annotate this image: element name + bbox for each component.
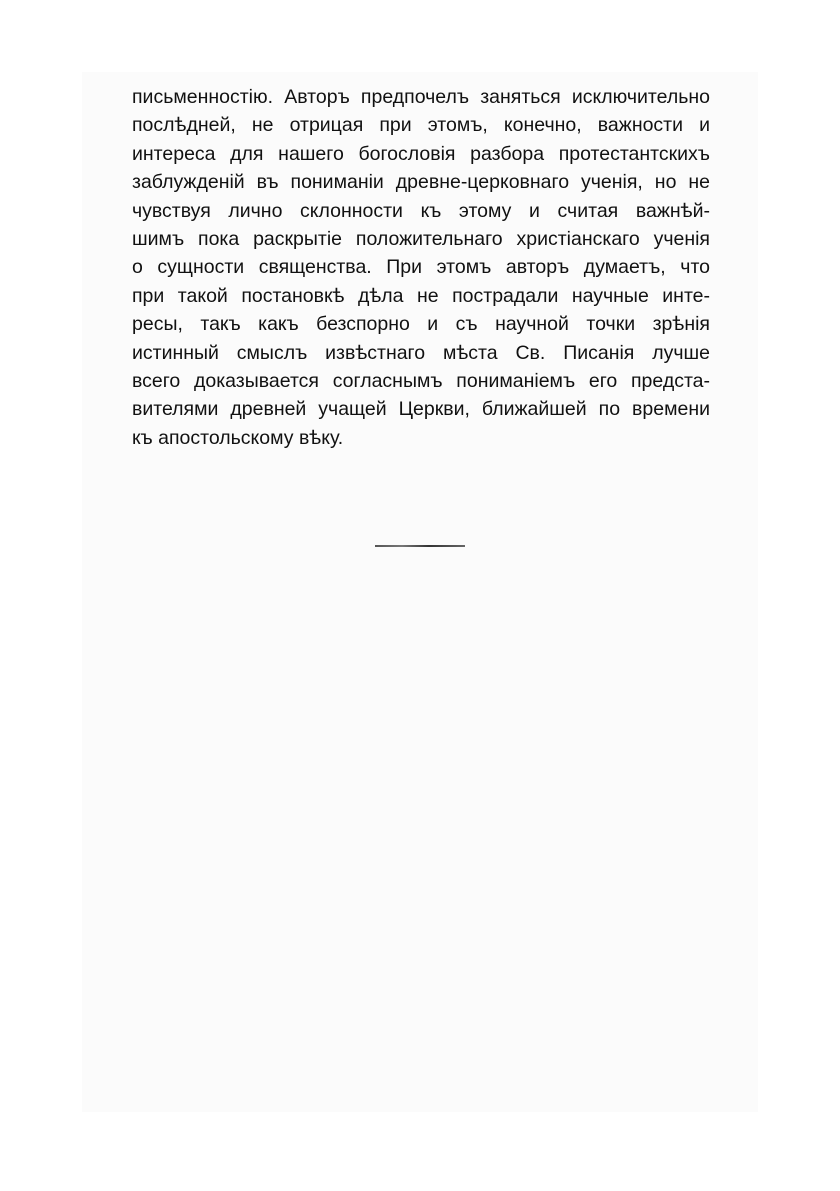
text-line-5: чувствуя лично склонности къ этому и считая важнѣй-	[132, 199, 710, 222]
body-paragraph	[132, 83, 710, 452]
text-line-3: интереса для нашего богословія разбора протестантскихъ	[132, 142, 710, 165]
text-line-11: всего доказывается согласнымъ пониманіемъ его предста-	[132, 369, 710, 392]
text-line-7: о сущности священства. При этомъ авторъ думаетъ, что	[132, 256, 710, 279]
text-line-6: шимъ пока раскрытіе положительнаго христіанскаго ученія	[132, 227, 710, 250]
text-line-2: послѣдней, не отрицая при этомъ, конечно, важности и	[132, 114, 710, 137]
text-line-8: при такой постановкѣ дѣла не пострадали научные инте-	[132, 284, 710, 307]
text-line-12: вителями древней учащей Церкви, ближайшей по времени	[132, 398, 710, 421]
text-line-1: письменностію. Авторъ предпочелъ заняться исключительно	[132, 86, 710, 108]
text-line-10: истинный смыслъ извѣстнаго мѣста Св. Писанія лучше	[132, 341, 710, 364]
text-line-13: къ апостольскому вѣку.	[132, 426, 344, 449]
text-line-9: ресы, такъ какъ безспорно и съ научной точки зрѣнія	[132, 313, 710, 336]
section-end-rule	[375, 545, 465, 547]
text-line-4: заблужденій въ пониманіи древне-церковнаго ученія, но не	[132, 171, 710, 194]
